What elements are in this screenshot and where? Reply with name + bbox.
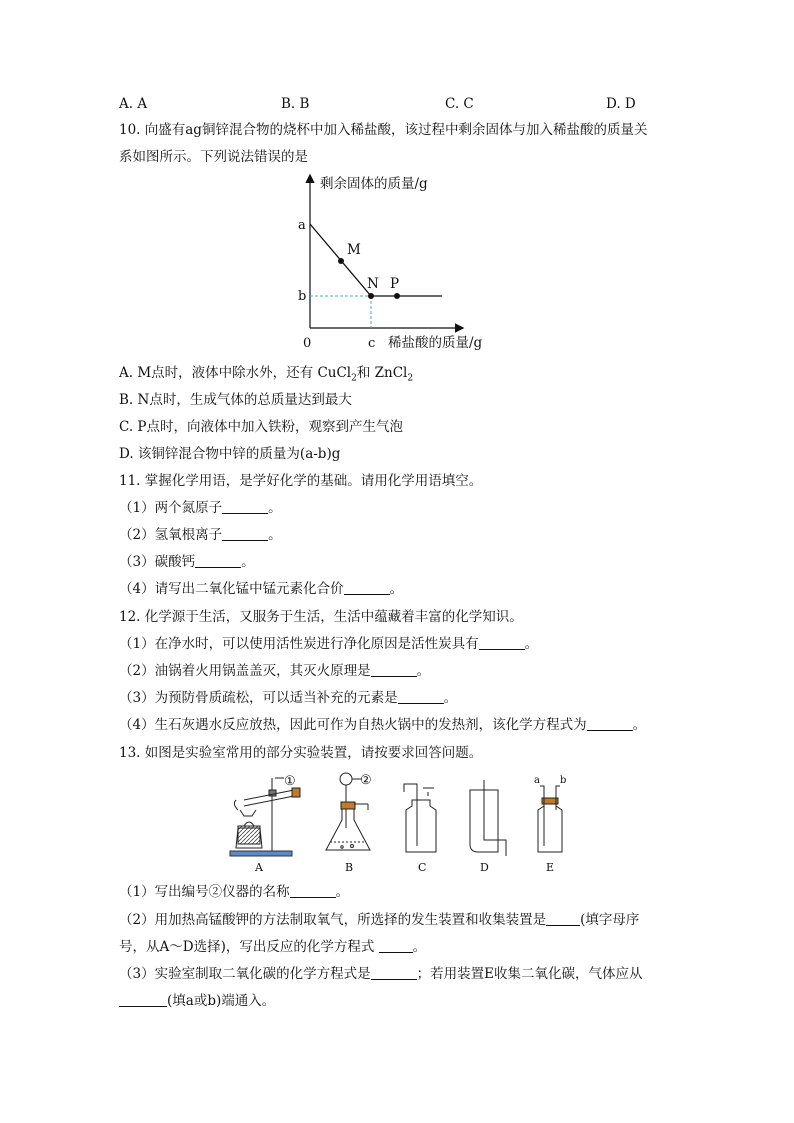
answer-blank[interactable] — [222, 500, 268, 514]
q10-stem-line1: 10. 向盛有ag铜锌混合物的烧杯中加入稀盐酸，该过程中剩余固体与加入稀盐酸的质量关 — [119, 122, 648, 138]
q13-apparatus-figure — [222, 770, 582, 876]
q10-option-a-text2: 和 ZnCl — [356, 365, 408, 381]
apparatus-d — [470, 780, 506, 856]
q10-option-c: C. P点时，向液体中加入铁粉，观察到产生气泡 — [119, 419, 404, 435]
option-c: C. C — [445, 96, 474, 112]
q12-item-3-text: （3）为预防骨质疏松，可以适当补充的元素是 — [119, 690, 398, 706]
point-n — [368, 293, 374, 299]
q12-item-4 — [119, 716, 646, 734]
q10-option-d: D. 该铜锌混合物中锌的质量为(a-b)g — [119, 446, 341, 462]
option-b: B. B — [281, 96, 310, 112]
point-p — [394, 293, 400, 299]
period: 。 — [335, 884, 350, 900]
period: 。 — [241, 554, 255, 570]
marker-2: ② — [360, 773, 372, 788]
apparatus-e — [538, 786, 562, 852]
port-b-label: b — [560, 775, 567, 786]
apparatus-a — [230, 778, 300, 856]
label-a: A — [255, 861, 263, 874]
period: 。 — [524, 636, 539, 652]
answer-blank[interactable] — [344, 581, 390, 595]
period: 。 — [268, 500, 282, 516]
option-a: A. A — [119, 96, 148, 112]
origin-label: 0 — [303, 336, 312, 350]
marker-1: ① — [284, 774, 296, 789]
period: 。 — [389, 581, 404, 597]
label-e: E — [546, 861, 555, 874]
q13-sub-3-line2 — [119, 992, 275, 1010]
q11-item-3 — [119, 553, 255, 571]
answer-blank[interactable] — [290, 884, 336, 898]
point-m — [338, 258, 344, 264]
q11-item-2-text: （2）氢氧根离子 — [119, 527, 223, 543]
q10-option-a-text1: A. M点时，液体中除水外，还有 CuCl — [119, 365, 352, 381]
q11-item-1 — [119, 499, 282, 517]
subscript: 2 — [351, 373, 357, 384]
q11-item-4-text: （4）请写出二氧化锰中锰元素化合价 — [119, 581, 344, 597]
period: 。 — [443, 690, 458, 706]
q11-item-2 — [119, 526, 282, 544]
answer-blank[interactable] — [546, 912, 580, 926]
answer-blank[interactable] — [379, 939, 413, 953]
label-c: C — [418, 861, 427, 874]
point-label-n: N — [367, 276, 379, 292]
q13-sub-2-line2 — [119, 938, 426, 956]
answer-blank[interactable] — [119, 993, 167, 1007]
q12-item-2 — [119, 662, 430, 680]
q13-sub-2-text3: 号，从A～D选择)，写出反应的化学方程式 — [119, 939, 375, 955]
q12-title: 12. 化学源于生活，又服务于生活，生活中蕴藏着丰富的化学知识。 — [119, 609, 523, 625]
q13-sub-2-text1: （2）用加热高锰酸钾的方法制取氧气，所选择的发生装置和收集装置是 — [119, 912, 547, 928]
q11-item-1-text: （1）两个氮原子 — [119, 500, 223, 516]
subscript: 2 — [407, 373, 414, 384]
q12-item-2-text: （2）油锅着火用锅盖盖灭，其灭火原理是 — [119, 663, 371, 679]
q11-item-4 — [119, 580, 403, 598]
period: 。 — [268, 527, 282, 543]
apparatus-c — [404, 784, 436, 852]
answer-blank[interactable] — [587, 717, 633, 731]
q12-item-4-text: （4）生石灰遇水反应放热，因此可作为自热火锅中的发热剂，该化学方程式为 — [119, 717, 587, 733]
q13-sub-3-text2: ；若用装置E收集二氧化碳，气体应从 — [416, 966, 643, 982]
q10-option-a — [119, 364, 413, 388]
q12-item-1 — [119, 635, 538, 653]
q10-option-b: B. N点时，生成气体的总质量达到最大 — [119, 392, 352, 408]
tick-label-c: c — [368, 336, 376, 350]
q10-graph — [290, 170, 510, 350]
port-a-label: a — [534, 775, 540, 786]
tick-label-a: a — [298, 218, 306, 233]
q13-sub-2-text2: (填字母序 — [580, 912, 640, 928]
q11-item-3-text: （3）碳酸钙 — [119, 554, 196, 570]
q13-sub-3-text1: （3）实验室制取二氧化碳的化学方程式是 — [119, 966, 371, 982]
answer-blank[interactable] — [371, 966, 417, 980]
q11-title: 11. 掌握化学用语，是学好化学的基础。请用化学用语填空。 — [119, 473, 483, 489]
period: 。 — [412, 939, 427, 955]
q13-sub-3-text3: (填a或b)端通入。 — [167, 993, 276, 1009]
label-b: B — [345, 861, 354, 874]
q12-item-1-text: （1）在净水时，可以使用活性炭进行净化原因是活性炭具有 — [119, 636, 479, 652]
option-d: D. D — [606, 96, 636, 112]
answer-blank[interactable] — [195, 554, 241, 568]
answer-blank[interactable] — [222, 527, 268, 541]
answer-blank[interactable] — [479, 636, 525, 650]
period: 。 — [416, 663, 431, 679]
period: 。 — [632, 717, 647, 733]
q13-sub-1-text: （1）写出编号②仪器的名称 — [119, 884, 290, 900]
q13-sub-2-line1 — [119, 911, 639, 929]
point-label-p: P — [390, 276, 400, 292]
answer-blank[interactable] — [371, 663, 417, 677]
answer-blank[interactable] — [398, 690, 444, 704]
q10-stem-line2: 系如图所示。下列说法错误的是 — [119, 149, 308, 165]
x-axis-label: 稀盐酸的质量/g — [388, 335, 483, 350]
label-d: D — [480, 861, 489, 874]
tick-label-b: b — [298, 289, 307, 304]
q13-sub-1 — [119, 883, 349, 901]
q13-sub-3-line1 — [119, 965, 642, 983]
y-axis-label: 剩余固体的质量/g — [320, 176, 428, 192]
q13-title: 13. 如图是实验室常用的部分实验装置，请按要求回答问题。 — [119, 745, 483, 761]
point-label-m: M — [347, 242, 361, 258]
q12-item-3 — [119, 689, 457, 707]
